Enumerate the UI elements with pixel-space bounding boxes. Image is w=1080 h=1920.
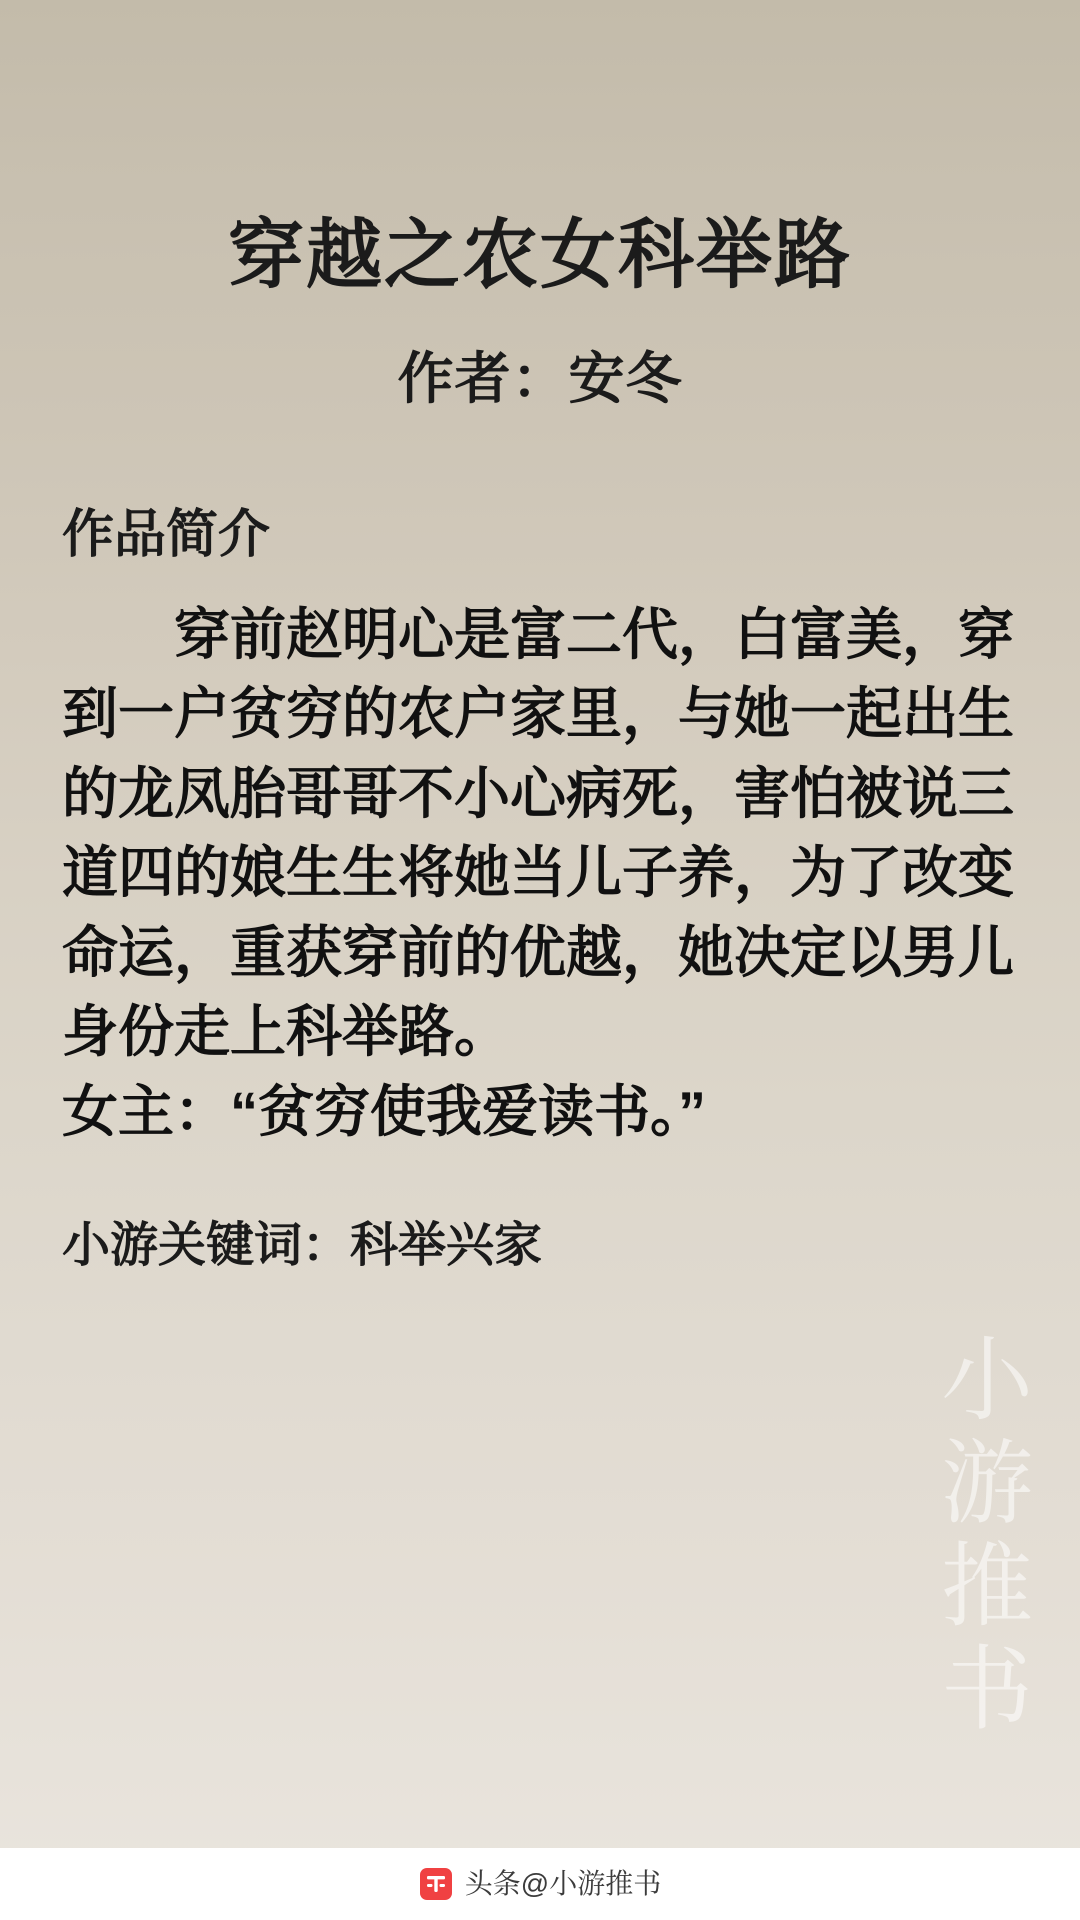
footer-text: 头条@小游推书 [464,1868,662,1899]
synopsis-text: 穿前赵明心是富二代，白富美，穿到一户贫穷的农户家里，与她一起出生的龙凤胎哥哥不小心病死，害怕被说三道四的娘生生将她当儿子养，为了改变命运，重获穿前的优越，她决定以男儿身份走上科举路。 [62,602,1014,1064]
watermark [922,1330,1052,1742]
footer-attribution [0,1848,1080,1920]
author-line: 作者：安冬 [397,347,683,411]
watermark-char: 推 [940,1536,1033,1639]
section-label-synopsis: 作品简介 [62,506,271,565]
watermark-char: 小 [940,1330,1033,1432]
watermark-char: 书 [940,1639,1033,1742]
watermark-char: 游 [940,1433,1033,1536]
synopsis-quote: 女主：“贫穷使我爱读书。” [62,1079,706,1143]
page-title: 穿越之农女科举路 [228,213,852,298]
toutiao-logo-icon [419,1867,453,1901]
keywords-line: 小游关键词：科举兴家 [62,1219,543,1273]
